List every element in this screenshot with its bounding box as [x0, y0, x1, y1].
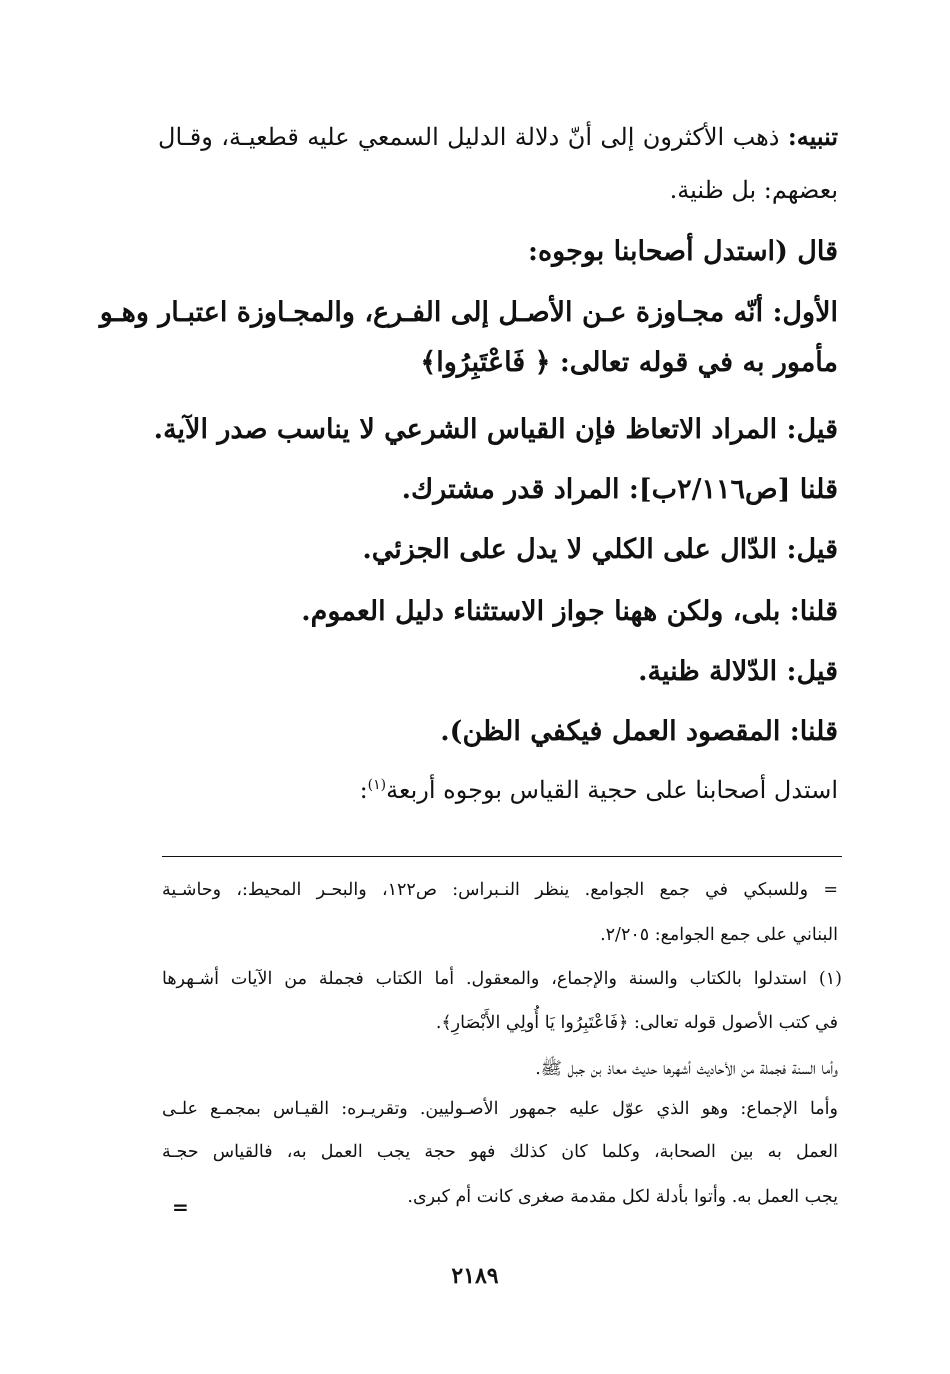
- matn-qila-3: قيل: الدّلالة ظنية.: [638, 656, 838, 687]
- footnote-1-line-5: العمل به بين الصحابة، وكلما كان كذلك فهو حجة يجب العمل به، فالقياس حجـة: [162, 1142, 838, 1162]
- tanbih-text-1: ذهب الأكثرون إلى أنّ دلالة الدليل السمعي عليه قطعيـة، وقـال: [158, 123, 780, 151]
- tanbih-line-2: بعضهم: بل ظنية.: [669, 176, 838, 204]
- matn-awwal-line-1: الأول: أنّه مجـاوزة عـن الأصـل إلى الفـرع، والمجـاوزة اعتبـار وهـو: [99, 297, 838, 328]
- matn-awwal-line-2: مأمور به في قوله تعالى: ﴿ فَاعْتَبِرُوا﴾: [420, 347, 838, 378]
- footnote-1-line-3: وأما السنة فجملة من الأحاديث أشهرها حديث معاذ بن جبل ﷺ.: [535, 1059, 838, 1079]
- matn-qulna-3: قلنا: المقصود العمل فيكفي الظن).: [440, 716, 838, 747]
- tanbih-line-1: [158, 122, 838, 151]
- sharh-colon: :: [359, 776, 368, 804]
- footnote-1-line-2: في كتب الأصول قوله تعالى: ﴿فَاعْتَبِرُوا يَا أُولِي الأَبْصَارِ﴾.: [435, 1013, 838, 1033]
- footnote-continuation-line-1: = وللسبكي في جمع الجوامع. ينظر النـبراس: ص١٢٢، والبحـر المحيط:، وحاشـية: [162, 880, 838, 900]
- matn-qala: قال (استدل أصحابنا بوجوه:: [528, 236, 838, 267]
- footnote-reference: (١): [367, 777, 387, 793]
- footnote-1-line-6: يجب العمل به. وأتوا بأدلة لكل مقدمة صغرى كانت أم كبرى.: [407, 1187, 838, 1207]
- footnote-separator: [162, 856, 842, 857]
- footnote-continuation-line-2: البناني على جمع الجوامع: ٢/٢٠٥.: [600, 925, 838, 945]
- matn-qila-2: قيل: الدّال على الكلي لا يدل على الجزئي.: [362, 534, 838, 565]
- footnote-1-line-1: (١) استدلوا بالكتاب والسنة والإجماع، والمعقول. أما الكتاب فجملة من الآيات أشـهرها: [162, 969, 842, 989]
- footnote-1-line-4: وأما الإجماع: وهو الذي عوّل عليه جمهور الأصـوليين. وتقريـره: القيـاس بمجمـع علـى: [162, 1099, 838, 1119]
- matn-qila-1: قيل: المراد الاتعاظ فإن القياس الشرعي لا يناسب صدر الآية.: [153, 414, 838, 445]
- sharh-text: استدل أصحابنا على حجية القياس بوجوه أربعة: [386, 776, 838, 804]
- matn-qulna-2: قلنا: بلى، ولكن ههنا جواز الاستثناء دليل العموم.: [301, 596, 838, 627]
- matn-qulna-1: قلنا [ص٢/١١٦ب]: المراد قدر مشترك.: [401, 474, 838, 505]
- continuation-mark: =: [172, 1195, 189, 1219]
- tanbih-label: تنبيه:: [787, 122, 838, 151]
- page-number: ٢١٨٩: [451, 1263, 499, 1289]
- sharh-line: [360, 776, 838, 804]
